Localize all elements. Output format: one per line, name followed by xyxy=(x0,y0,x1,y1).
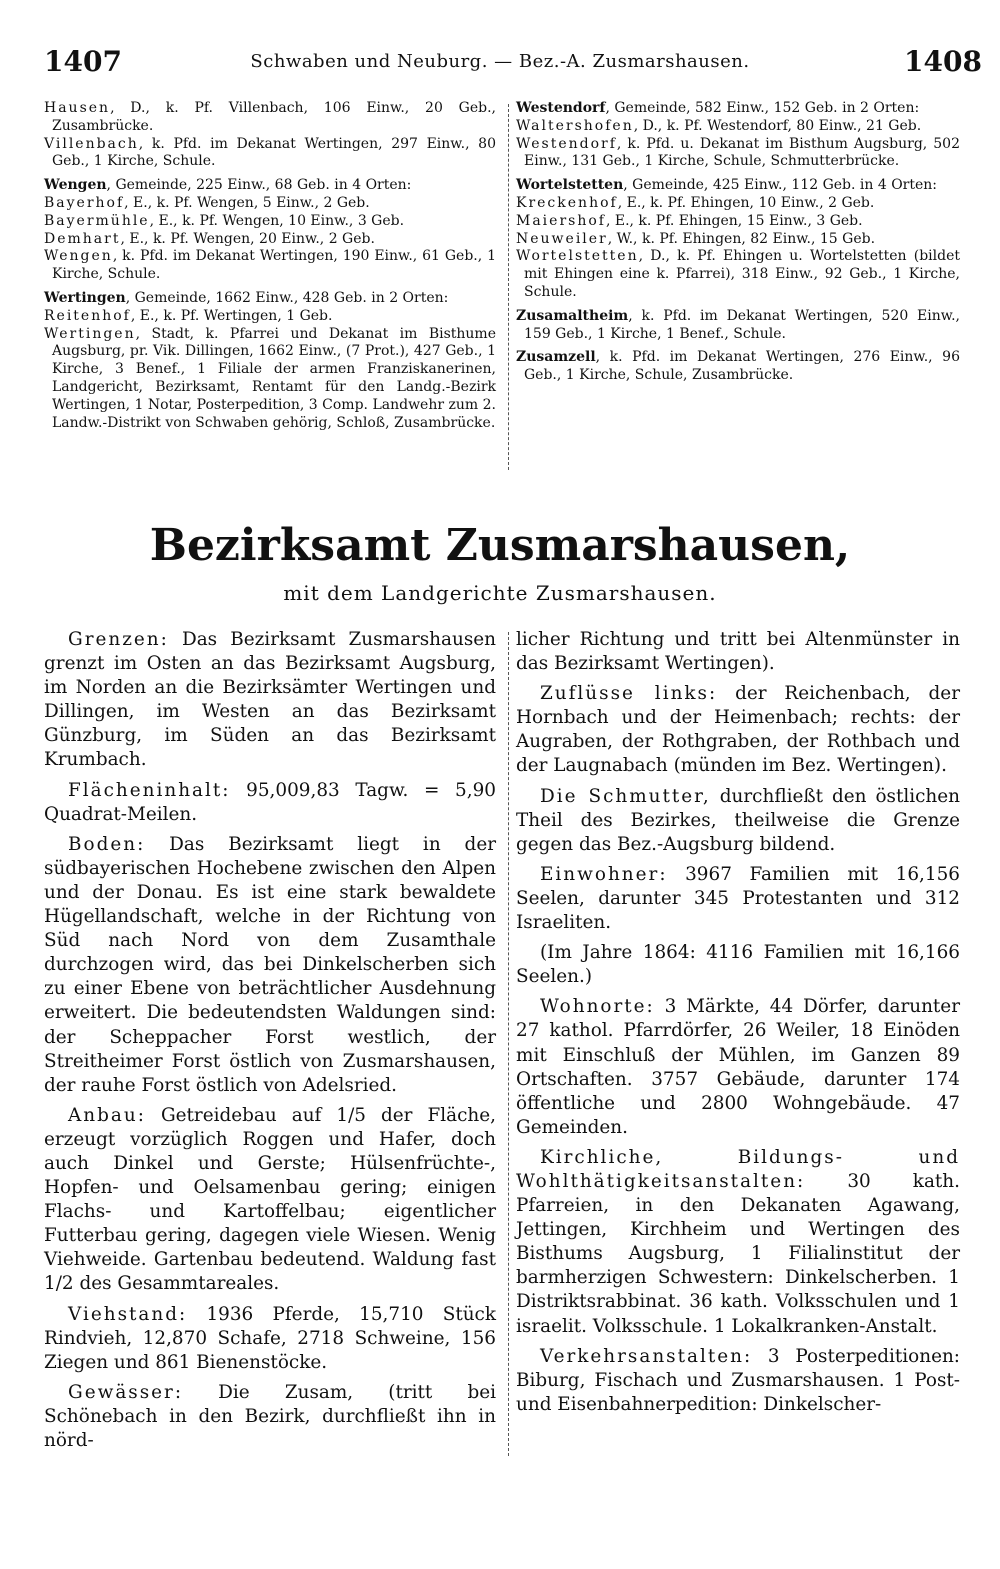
entry xyxy=(44,326,496,433)
paragraph-label: Einwohner: xyxy=(540,863,668,885)
paragraph-text: 3 Posterpeditionen: Biburg, Fischach und Zusmarshausen. 1 Post- und Eisenbahnerpedition: Dinkelscher- xyxy=(516,1345,960,1415)
entry-text: , D., k. Pf. Villenbach, 106 Einw., 20 Geb., Zusambrücke. xyxy=(52,100,496,134)
entry-text: , Gemeinde, 225 Einw., 68 Geb. in 4 Orten: xyxy=(106,177,412,194)
entry xyxy=(516,100,960,118)
paragraph-text: Das Bezirksamt Zusmarshausen grenzt im Osten an das Bezirksamt Augsburg, im Norden an die Bezirksämter Wertingen und Dillingen, im Westen an das Bezirksamt Günzburg, im Süden an das Bezirksamt Krumbach. xyxy=(44,629,496,771)
entry-text: , k. Pfd. im Dekanat Wertingen, 190 Einw., 61 Geb., 1 Kirche, Schule. xyxy=(52,248,496,283)
entry xyxy=(516,213,960,231)
section-subtitle: mit dem Landgerichte Zusmarshausen. xyxy=(283,581,717,605)
entry-name: Wortelstetten xyxy=(516,248,639,265)
paragraph-text: licher Richtung und tritt bei Altenmünster in das Bezirksamt Wertingen). xyxy=(516,629,960,675)
paragraph xyxy=(44,833,496,1098)
paragraph-label: Anbau: xyxy=(68,1104,146,1126)
paragraph-label: Flächeninhalt: xyxy=(68,779,231,801)
entry-name: Wertingen xyxy=(44,289,126,306)
paragraph-text: 95,009,83 Tagw. = 5,90 Quadrat-Meilen. xyxy=(44,779,496,825)
entry-text: , W., k. Pf. Ehingen, 82 Einw., 15 Geb. xyxy=(607,230,876,247)
paragraph-text: 1936 Pferde, 15,710 Stück Rindvieh, 12,870 Schafe, 2718 Schweine, 156 Ziegen und 861 Bienenstöcke. xyxy=(44,1303,496,1373)
entry xyxy=(516,308,960,344)
entry xyxy=(44,290,496,308)
paragraph xyxy=(516,863,960,935)
paragraph-label: Gewässer: xyxy=(68,1381,184,1403)
column-divider-bottom xyxy=(508,632,509,1456)
entry-text: , E., k. Pf. Ehingen, 10 Einw., 2 Geb. xyxy=(617,194,875,211)
entry-name: Demhart xyxy=(44,230,121,247)
entry-name: Wengen xyxy=(44,177,107,194)
entry-name: Villenbach xyxy=(44,135,139,152)
entry-name: Wortelstetten xyxy=(516,177,624,194)
paragraph xyxy=(44,628,496,773)
section-title: Bezirksamt Zusmarshausen, xyxy=(149,520,851,571)
paragraph-label: Viehstand: xyxy=(68,1303,188,1325)
paragraph-label: Grenzen: xyxy=(68,629,169,650)
entry xyxy=(44,100,496,136)
entry xyxy=(44,213,496,231)
entry xyxy=(44,248,496,284)
bottom-left-column xyxy=(44,628,496,1459)
paragraph xyxy=(516,785,960,857)
paragraph-label: Wohnorte: xyxy=(540,996,655,1018)
paragraph xyxy=(44,1381,496,1453)
entry xyxy=(516,248,960,301)
entry-name: Bayerhof xyxy=(44,194,125,211)
paragraph xyxy=(516,628,960,676)
entry-name: Wengen xyxy=(44,248,113,265)
entry xyxy=(44,136,496,172)
bottom-right-column xyxy=(516,628,960,1423)
entry-name: Maiershof xyxy=(516,212,606,229)
paragraph-text: Getreidebau auf 1/5 der Fläche, erzeugt vorzüglich Roggen und Hafer, doch auch Dinkel und Gerste; Hülsenfrüchte-, Hopfen- und Oelsamenbau gering; einigen Flachs- und Kartoffelbau; eigentlicher Futterbau gering, dagegen viele Wiesen. Wenig Viehweide. Gartenbau bedeutend. Waldung fast 1/2 des Gesammtareales. xyxy=(44,1104,496,1295)
column-divider-top xyxy=(508,104,509,470)
paragraph-label: Boden: xyxy=(68,833,146,855)
paragraph-text: Das Bezirksamt liegt in der südbayerischen Hochebene zwischen den Alpen und der Donau. Es ist eine stark bewaldete Hügellandschaft, welche in der Richtung von Süd nach Nord von dem Zusamthale durchzogen wird, das bei Dinkelscherben sich zu einer Ebene von beträchtlicher Ausdehnung erweitert. Die bedeutendsten Waldungen sind: der Scheppacher Forst westlich, der Streitheimer Forst östlich von Zusmarshausen, der rauhe Forst östlich von Adelsried. xyxy=(44,833,496,1096)
top-left-column xyxy=(44,100,496,432)
top-right-column xyxy=(516,100,960,385)
paragraph-text: 30 kath. Pfarreien, in den Dekanaten Agawang, Jettingen, Kirchheim und Wertingen des Bisthums Augsburg, 1 Filialinstitut der barmherzigen Schwestern: Dinkelscherben. 1 Distriktsrabbinat. 36 kath. Volksschulen und 1 israelit. Volksschule. 1 Lokalkranken-Anstalt. xyxy=(516,1170,960,1337)
paragraph-label: Verkehrsanstalten: xyxy=(540,1345,753,1367)
entry-name: Bayermühle xyxy=(44,212,150,229)
paragraph-text: Die Zusam, (tritt bei Schönebach in den Bezirk, durchfließt ihn in nörd- xyxy=(44,1381,496,1451)
running-header: Schwaben und Neuburg. — Bez.-A. Zusmarshausen. xyxy=(250,51,750,72)
entry xyxy=(44,195,496,213)
entry-text: , Gemeinde, 425 Einw., 112 Geb. in 4 Orten: xyxy=(623,177,938,194)
entry-name: Westendorf xyxy=(516,100,606,116)
entry-name: Neuweiler xyxy=(516,230,608,247)
entry-name: Westendorf xyxy=(516,135,617,152)
entry-text: , Gemeinde, 582 Einw., 152 Geb. in 2 Orten: xyxy=(605,100,920,116)
entry-text: , E., k. Pf. Wengen, 20 Einw., 2 Geb. xyxy=(120,230,375,247)
entry-name: Kreckenhof xyxy=(516,194,618,211)
paragraph-label: Die Schmutter, xyxy=(540,785,711,807)
entry-text: , E., k. Pf. Wengen, 5 Einw., 2 Geb. xyxy=(124,194,370,211)
entry-name: Wertingen xyxy=(44,325,136,342)
entry-text: , k. Pfd. im Dekanat Wertingen, 276 Einw., 96 Geb., 1 Kirche, Schule, Zusambrücke. xyxy=(524,349,960,384)
paragraph xyxy=(44,1303,496,1375)
entry xyxy=(44,177,496,195)
paragraph-text: durchfließt den östlichen Theil des Bezirkes, theilweise die Grenze gegen das Bez.-Augsburg bildend. xyxy=(516,785,960,855)
entry-text: , k. Pfd. u. Dekanat im Bisthum Augsburg, 502 Einw., 131 Geb., 1 Kirche, Schule, Schmutterbrücke. xyxy=(524,135,960,170)
page-number-right: 1408 xyxy=(904,45,982,78)
page-number-left: 1407 xyxy=(44,45,122,78)
entry-name: Zusamzell xyxy=(516,349,596,366)
entry-text: , D., k. Pf. Ehingen u. Wortelstetten (bildet mit Ehingen eine k. Pfarrei), 318 Einw., 92 Geb., 1 Kirche, Schule. xyxy=(524,248,960,300)
entry-name: Hausen xyxy=(44,100,111,116)
entry-text: , D., k. Pf. Westendorf, 80 Einw., 21 Geb. xyxy=(633,117,922,134)
entry xyxy=(44,308,496,326)
paragraph xyxy=(516,941,960,989)
entry-text: , k. Pfd. im Dekanat Wertingen, 520 Einw., 159 Geb., 1 Kirche, 1 Benef., Schule. xyxy=(524,307,960,342)
paragraph xyxy=(44,779,496,827)
entry-text: , E., k. Pf. Ehingen, 15 Einw., 3 Geb. xyxy=(605,212,863,229)
paragraph-text: 3967 Familien mit 16,156 Seelen, darunter 345 Protestanten und 312 Israeliten. xyxy=(516,863,960,934)
entry xyxy=(516,136,960,172)
entry-text: , Gemeinde, 1662 Einw., 428 Geb. in 2 Orten: xyxy=(125,289,449,306)
entry-name: Waltershofen xyxy=(516,117,634,134)
entry-text: , E., k. Pf. Wengen, 10 Einw., 3 Geb. xyxy=(149,212,405,229)
paragraph-text: 3 Märkte, 44 Dörfer, darunter 27 kathol. Pfarrdörfer, 26 Weiler, 18 Einöden mit Einschluß der Mühlen, im Ganzen 89 Ortschaften. 3757 Gebäude, darunter 174 öffentliche und 2800 Wohngebäude. 47 Gemeinden. xyxy=(516,996,960,1138)
entry-text: , k. Pfd. im Dekanat Wertingen, 297 Einw., 80 Geb., 1 Kirche, Schule. xyxy=(52,135,496,170)
entry-name: Zusamaltheim xyxy=(516,307,629,324)
entry xyxy=(516,349,960,385)
entry xyxy=(516,118,960,136)
paragraph xyxy=(44,1104,496,1297)
paragraph xyxy=(516,1146,960,1339)
paragraph xyxy=(516,995,960,1140)
entry-text: , E., k. Pf. Wertingen, 1 Geb. xyxy=(130,307,333,324)
paragraph-text: der Reichenbach, der Hornbach und der Heimenbach; rechts: der Augraben, der Rothgraben, der Rothbach und der Laugnabach (münden im Bez. Wertingen). xyxy=(516,683,960,777)
entry xyxy=(516,195,960,213)
paragraph-label: Zuflüsse links: xyxy=(540,683,718,705)
paragraph-text: (Im Jahre 1864: 4116 Familien mit 16,166 Seelen.) xyxy=(516,942,960,988)
entry xyxy=(44,231,496,249)
paragraph xyxy=(516,1345,960,1417)
entry xyxy=(516,231,960,249)
paragraph-label: Kirchliche, Bildungs- und Wohlthätigkeitsanstalten: xyxy=(516,1146,960,1192)
entry xyxy=(516,177,960,195)
entry-text: , Stadt, k. Pfarrei und Dekanat im Bisthume Augsburg, pr. Vik. Dillingen, 1662 Einw., (7 Prot.), 427 Geb., 1 Kirche, 3 Benef., 1 Filiale der armen Franziskanerinen, Landgericht, Bezirksamt, Rentamt für den Landg.-Bezirk Wertingen, 1 Notar, Posterpedition, 3 Comp. Landwehr zum 2. Landw.-Distrikt von Schwaben gehörig, Schloß, Zusambrücke. xyxy=(52,325,496,431)
paragraph xyxy=(516,682,960,778)
entry-name: Reitenhof xyxy=(44,307,131,324)
